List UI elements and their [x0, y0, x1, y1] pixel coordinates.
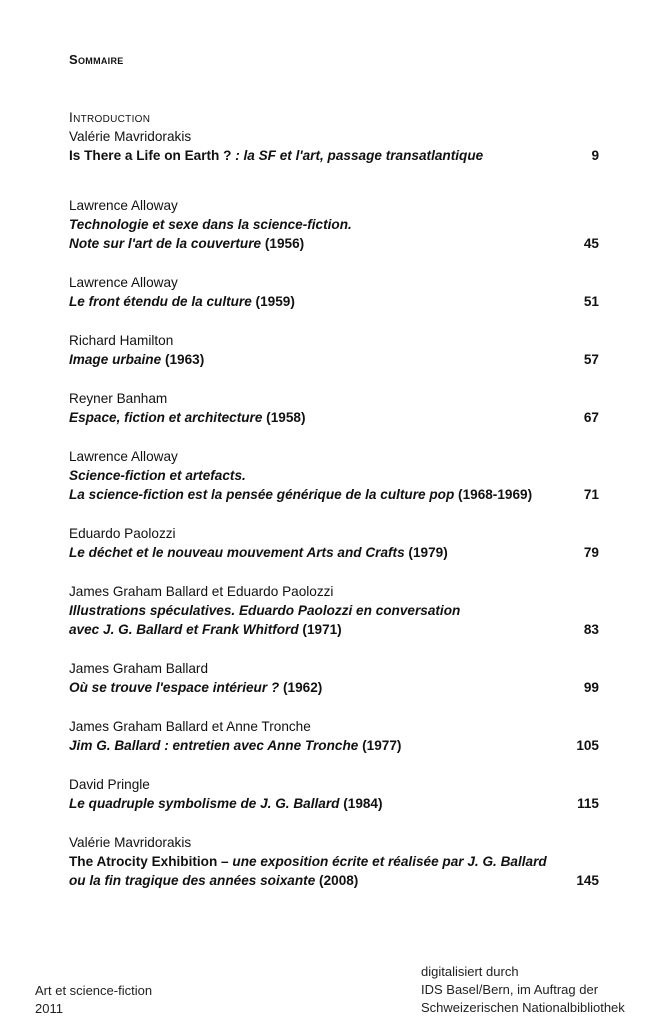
entry-title-part: Le quadruple symbolisme de J. G. Ballard: [69, 796, 340, 811]
footer-publication: [35, 982, 152, 1018]
footer-line: digitalisiert durch: [421, 964, 519, 979]
entry-title-part: Science-fiction et artefacts.: [69, 468, 246, 483]
entry-title-line: [69, 292, 599, 311]
toc-entry-introduction: [69, 108, 599, 165]
toc-entry: [69, 331, 599, 369]
entry-author: Valérie Mavridorakis: [69, 129, 192, 144]
page-number: 79: [583, 545, 599, 560]
section-label: Introduction: [69, 110, 151, 125]
entry-title-part: (1962): [279, 680, 323, 695]
page-number: 83: [583, 622, 599, 637]
toc-entry: [69, 196, 599, 253]
entry-author: Valérie Mavridorakis: [69, 835, 192, 850]
page-number: 51: [583, 294, 599, 309]
entry-author: Lawrence Alloway: [69, 275, 178, 290]
entry-title-part: Is There a Life on Earth ?: [69, 148, 236, 163]
entry-title-part: Illustrations spéculatives. Eduardo Paolozzi en conversation: [69, 603, 461, 618]
entry-title: [69, 146, 599, 165]
entry-title-part: (1956): [261, 236, 305, 251]
entry-title-part: une exposition écrite et réalisée par J. G. Ballard: [232, 854, 547, 869]
entry-title-line: [69, 794, 599, 813]
entry-title-part: (2008): [315, 873, 359, 888]
footer-line: Schweizerischen Nationalbibliothek: [421, 1000, 625, 1015]
toc-entry: [69, 833, 599, 890]
entry-title-part: (1959): [251, 294, 295, 309]
toc-entry: [69, 524, 599, 562]
toc-entry: [69, 582, 599, 639]
entry-title-part: Note sur l'art de la couverture: [69, 236, 262, 251]
entry-title-line: [69, 215, 599, 234]
entry-title-part: (1979): [404, 545, 448, 560]
entry-author: James Graham Ballard et Eduardo Paolozzi: [69, 584, 334, 599]
page-number: 45: [583, 236, 599, 251]
entry-author: James Graham Ballard et Anne Tronche: [69, 719, 311, 734]
entry-title-line: [69, 852, 599, 871]
entry-title-part: (1963): [161, 352, 205, 367]
entry-author: Lawrence Alloway: [69, 449, 178, 464]
entry-title-part: (1958): [262, 410, 306, 425]
page-number: 145: [576, 873, 599, 888]
footer-line: 2011: [35, 1001, 63, 1016]
entry-title-part: (1984): [339, 796, 383, 811]
page-number: 57: [583, 352, 599, 367]
entry-title-part: : la SF et l'art, passage transatlantique: [235, 148, 484, 163]
page-number: 71: [583, 487, 599, 502]
table-of-contents: [69, 108, 599, 910]
toc-entry: [69, 775, 599, 813]
entry-title-line: [69, 485, 599, 504]
entry-title-part: Espace, fiction et architecture: [69, 410, 263, 425]
entry-title-part: (1968-1969): [454, 487, 533, 502]
page-number: 105: [576, 738, 599, 753]
footer-line: IDS Basel/Bern, im Auftrag der: [421, 982, 599, 997]
entry-title-part: Le front étendu de la culture: [69, 294, 252, 309]
entry-title-line: [69, 466, 599, 485]
entry-title-line: [69, 543, 599, 562]
page-number: 67: [583, 410, 599, 425]
entry-title-line: [69, 871, 599, 890]
page-number: 115: [577, 796, 599, 811]
toc-entry: [69, 447, 599, 504]
entry-title-part: Où se trouve l'espace intérieur ?: [69, 680, 280, 695]
entry-author: Lawrence Alloway: [69, 198, 178, 213]
page-heading: Sommaire: [69, 52, 124, 67]
toc-entries: [69, 196, 599, 890]
entry-author: James Graham Ballard: [69, 661, 209, 676]
entry-title-part: Le déchet et le nouveau mouvement Arts and Crafts: [69, 545, 405, 560]
entry-title-part: (1971): [298, 622, 342, 637]
entry-title-line: [69, 350, 599, 369]
page-number: 9: [591, 148, 599, 163]
entry-title-line: [69, 234, 599, 253]
entry-title-line: [69, 601, 599, 620]
entry-author: David Pringle: [69, 777, 150, 792]
footer-line: Art et science-fiction: [35, 983, 153, 998]
entry-title-part: The Atrocity Exhibition –: [69, 854, 233, 869]
entry-title-part: ou la fin tragique des années soixante: [69, 873, 316, 888]
entry-title-part: La science-fiction est la pensée générique de la culture pop: [69, 487, 455, 502]
footer-digitization-note: [421, 963, 625, 1017]
entry-title-line: [69, 678, 599, 697]
entry-author: Reyner Banham: [69, 391, 168, 406]
entry-title-part: (1977): [358, 738, 402, 753]
entry-title-line: [69, 408, 599, 427]
toc-entry: [69, 659, 599, 697]
entry-title-part: avec J. G. Ballard et Frank Whitford: [69, 622, 299, 637]
entry-title-part: Image urbaine: [69, 352, 162, 367]
entry-title-part: Technologie et sexe dans la science-fiction.: [69, 217, 352, 232]
toc-entry: [69, 389, 599, 427]
entry-title-line: [69, 736, 599, 755]
toc-entry: [69, 717, 599, 755]
entry-title-line: [69, 620, 599, 639]
entry-title-part: Jim G. Ballard : entretien avec Anne Tronche: [69, 738, 359, 753]
page-number: 99: [583, 680, 599, 695]
entry-author: Eduardo Paolozzi: [69, 526, 176, 541]
entry-author: Richard Hamilton: [69, 333, 174, 348]
toc-entry: [69, 273, 599, 311]
